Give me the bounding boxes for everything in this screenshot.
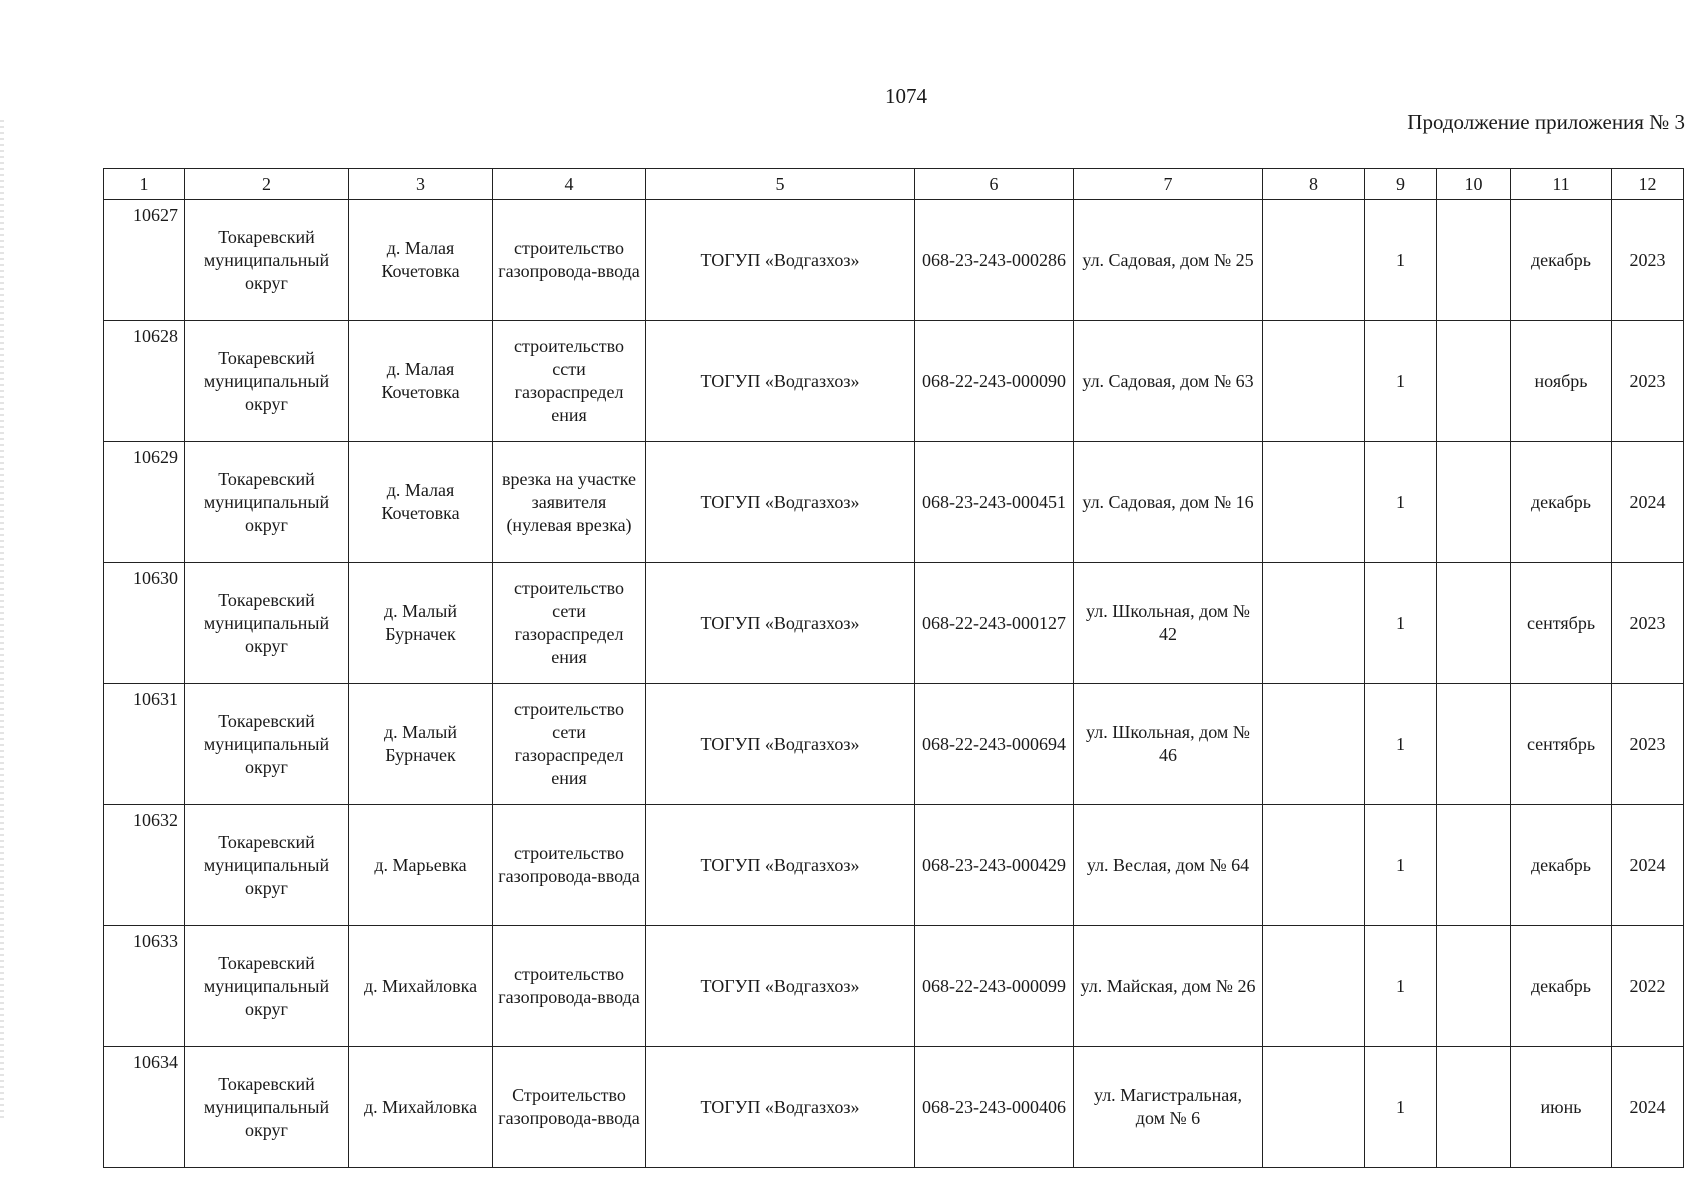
cell-year: 2024: [1612, 805, 1684, 926]
table-row: [104, 926, 1684, 1047]
cell-col-10: [1437, 1047, 1511, 1168]
table-row: [104, 1047, 1684, 1168]
cell-address: ул. Веслая, дом № 64: [1074, 805, 1263, 926]
table-row: [104, 805, 1684, 926]
cell-year: 2023: [1612, 321, 1684, 442]
cell-district: Токаревский муниципальный округ: [185, 442, 349, 563]
cell-settlement: д. Малый Бурначек: [349, 684, 493, 805]
column-header: 8: [1263, 169, 1365, 200]
cell-work-type: врезка на участке заявителя (нулевая врезка): [493, 442, 646, 563]
cell-row-number: 10634: [104, 1047, 185, 1168]
cell-col-10: [1437, 926, 1511, 1047]
cell-row-number: 10629: [104, 442, 185, 563]
cell-organization: ТОГУП «Водгазхоз»: [646, 684, 915, 805]
column-header: 5: [646, 169, 915, 200]
cell-col-10: [1437, 200, 1511, 321]
cell-col-10: [1437, 805, 1511, 926]
cell-organization: ТОГУП «Водгазхоз»: [646, 200, 915, 321]
cell-col-8: [1263, 684, 1365, 805]
cell-address: ул. Майская, дом № 26: [1074, 926, 1263, 1047]
register-body: [104, 200, 1684, 1168]
cell-col-8: [1263, 200, 1365, 321]
cell-work-type: строительство газопровода-ввода: [493, 926, 646, 1047]
cell-month: сентябрь: [1511, 563, 1612, 684]
table-row: [104, 684, 1684, 805]
cell-work-type: Строительство газопровода-ввода: [493, 1047, 646, 1168]
cell-row-number: 10627: [104, 200, 185, 321]
cell-work-type: строительство газопровода-ввода: [493, 805, 646, 926]
cell-organization: ТОГУП «Водгазхоз»: [646, 563, 915, 684]
cell-row-number: 10632: [104, 805, 185, 926]
cell-address: ул. Магистральная, дом № 6: [1074, 1047, 1263, 1168]
cell-settlement: д. Малый Бурначек: [349, 563, 493, 684]
cell-application-number: 068-22-243-000099: [915, 926, 1074, 1047]
cell-application-number: 068-23-243-000286: [915, 200, 1074, 321]
column-header: 11: [1511, 169, 1612, 200]
column-header: 7: [1074, 169, 1263, 200]
cell-month: декабрь: [1511, 200, 1612, 321]
cell-month: декабрь: [1511, 442, 1612, 563]
appendix-title: Продолжение приложения № 3: [1407, 110, 1685, 134]
cell-col-10: [1437, 684, 1511, 805]
scan-edge-artifact: [0, 120, 4, 1120]
cell-settlement: д. Малая Кочетовка: [349, 442, 493, 563]
cell-col-8: [1263, 926, 1365, 1047]
cell-month: декабрь: [1511, 926, 1612, 1047]
cell-settlement: д. Малая Кочетовка: [349, 200, 493, 321]
cell-col-8: [1263, 563, 1365, 684]
cell-address: ул. Садовая, дом № 16: [1074, 442, 1263, 563]
cell-settlement: д. Михайловка: [349, 926, 493, 1047]
cell-row-number: 10628: [104, 321, 185, 442]
table-row: [104, 442, 1684, 563]
column-header: 10: [1437, 169, 1511, 200]
cell-district: Токаревский муниципальный округ: [185, 321, 349, 442]
cell-row-number: 10631: [104, 684, 185, 805]
column-header: 1: [104, 169, 185, 200]
cell-application-number: 068-23-243-000429: [915, 805, 1074, 926]
cell-organization: ТОГУП «Водгазхоз»: [646, 805, 915, 926]
column-header: 4: [493, 169, 646, 200]
cell-count: 1: [1365, 926, 1437, 1047]
column-header: 2: [185, 169, 349, 200]
cell-year: 2022: [1612, 926, 1684, 1047]
table-row: [104, 321, 1684, 442]
register-table: [103, 168, 1684, 1168]
cell-count: 1: [1365, 442, 1437, 563]
cell-year: 2023: [1612, 200, 1684, 321]
cell-district: Токаревский муниципальный округ: [185, 805, 349, 926]
cell-organization: ТОГУП «Водгазхоз»: [646, 321, 915, 442]
cell-address: ул. Садовая, дом № 25: [1074, 200, 1263, 321]
cell-col-8: [1263, 805, 1365, 926]
column-header: 6: [915, 169, 1074, 200]
cell-year: 2024: [1612, 1047, 1684, 1168]
cell-count: 1: [1365, 805, 1437, 926]
cell-work-type: строительство ссти газораспредел ения: [493, 321, 646, 442]
cell-district: Токаревский муниципальный округ: [185, 563, 349, 684]
cell-organization: ТОГУП «Водгазхоз»: [646, 926, 915, 1047]
cell-month: сентябрь: [1511, 684, 1612, 805]
cell-district: Токаревский муниципальный округ: [185, 1047, 349, 1168]
cell-address: ул. Школьная, дом № 46: [1074, 684, 1263, 805]
cell-count: 1: [1365, 684, 1437, 805]
table-row: [104, 563, 1684, 684]
table-row: [104, 200, 1684, 321]
cell-address: ул. Школьная, дом № 42: [1074, 563, 1263, 684]
cell-settlement: д. Малая Кочетовка: [349, 321, 493, 442]
cell-month: ноябрь: [1511, 321, 1612, 442]
cell-work-type: строительство сети газораспредел ения: [493, 563, 646, 684]
cell-application-number: 068-23-243-000451: [915, 442, 1074, 563]
cell-district: Токаревский муниципальный округ: [185, 926, 349, 1047]
cell-count: 1: [1365, 200, 1437, 321]
page-number: 1074: [885, 84, 927, 108]
column-header: 3: [349, 169, 493, 200]
cell-work-type: строительство сети газораспредел ения: [493, 684, 646, 805]
cell-row-number: 10633: [104, 926, 185, 1047]
cell-count: 1: [1365, 321, 1437, 442]
cell-organization: ТОГУП «Водгазхоз»: [646, 442, 915, 563]
cell-application-number: 068-22-243-000127: [915, 563, 1074, 684]
cell-application-number: 068-23-243-000406: [915, 1047, 1074, 1168]
cell-district: Токаревский муниципальный округ: [185, 200, 349, 321]
cell-col-10: [1437, 321, 1511, 442]
cell-count: 1: [1365, 563, 1437, 684]
cell-month: июнь: [1511, 1047, 1612, 1168]
column-header: 12: [1612, 169, 1684, 200]
cell-settlement: д. Марьевка: [349, 805, 493, 926]
cell-col-8: [1263, 1047, 1365, 1168]
cell-col-8: [1263, 321, 1365, 442]
cell-col-10: [1437, 442, 1511, 563]
cell-address: ул. Садовая, дом № 63: [1074, 321, 1263, 442]
header-row: [104, 169, 1684, 200]
cell-application-number: 068-22-243-000090: [915, 321, 1074, 442]
cell-year: 2023: [1612, 563, 1684, 684]
cell-year: 2023: [1612, 684, 1684, 805]
cell-year: 2024: [1612, 442, 1684, 563]
cell-month: декабрь: [1511, 805, 1612, 926]
cell-col-10: [1437, 563, 1511, 684]
cell-work-type: строительство газопровода-ввода: [493, 200, 646, 321]
cell-count: 1: [1365, 1047, 1437, 1168]
cell-district: Токаревский муниципальный округ: [185, 684, 349, 805]
column-header: 9: [1365, 169, 1437, 200]
cell-organization: ТОГУП «Водгазхоз»: [646, 1047, 915, 1168]
cell-settlement: д. Михайловка: [349, 1047, 493, 1168]
cell-row-number: 10630: [104, 563, 185, 684]
cell-col-8: [1263, 442, 1365, 563]
cell-application-number: 068-22-243-000694: [915, 684, 1074, 805]
